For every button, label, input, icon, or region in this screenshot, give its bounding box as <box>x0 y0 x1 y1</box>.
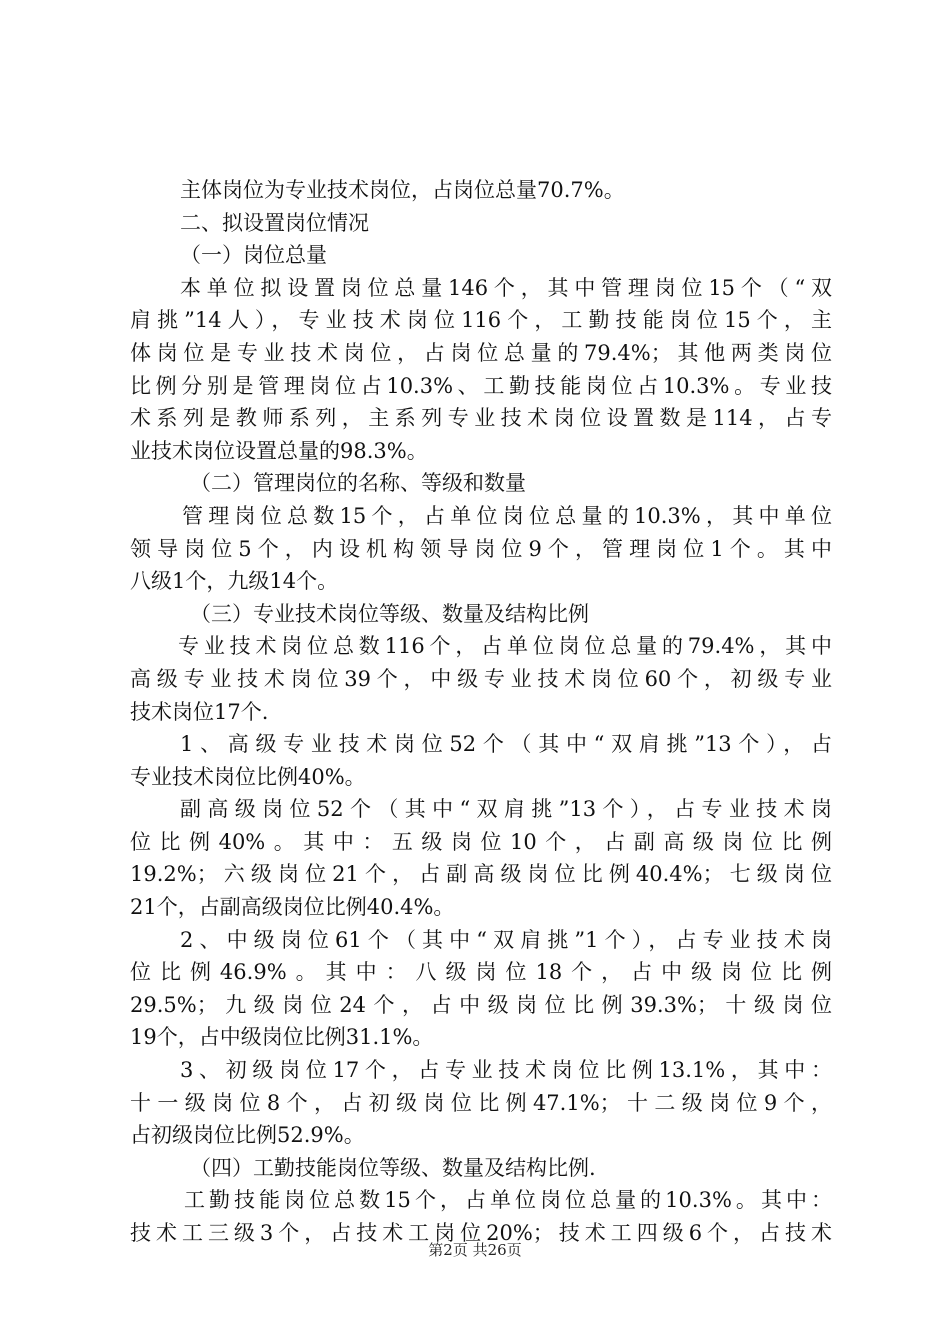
text-line: 体岗位是专业技术岗位，占岗位总量的79.4%；其他两类岗位 <box>130 340 832 365</box>
text-line: 术系列是教师系列，主系列专业技术岗位设置数是114，占专 <box>130 406 832 431</box>
text-line: 领导岗位5个，内设机构领导岗位9个，管理岗位1个。其中 <box>130 536 832 561</box>
text-line: 3、初级岗位17个，占专业技术岗位比例13.1%，其中： <box>180 1058 832 1083</box>
text-line: 19个，占中级岗位比例31.1%。 <box>130 1025 434 1050</box>
text-line: 十一级岗位8个，占初级岗位比例47.1%；十二级岗位9个， <box>130 1090 832 1115</box>
text-line: 本单位拟设置岗位总量146个，其中管理岗位15个（“双 <box>180 275 832 300</box>
text-line: 位比例46.9%。其中：八级岗位18个，占中级岗位比例 <box>130 960 832 985</box>
text-line: 管理岗位总数15个，占单位岗位总量的10.3%，其中单位 <box>182 503 832 528</box>
text-line: 1、高级专业技术岗位52个（其中“双肩挑”13个），占 <box>180 732 832 757</box>
text-line: 29.5%；九级岗位24个，占中级岗位比例39.3%；十级岗位 <box>130 992 832 1017</box>
text-line: 八级1个，九级14个。 <box>130 569 339 594</box>
page-footer: 第2页 共26页 <box>428 1241 522 1259</box>
text-line: 专业技术岗位比例40%。 <box>130 764 366 789</box>
text-line: 2、中级岗位61个（其中“双肩挑”1个），占专业技术岗 <box>180 927 832 952</box>
text-line: 主体岗位为专业技术岗位，占岗位总量70.7%。 <box>180 178 625 202</box>
text-line: 技术岗位17个. <box>130 699 269 724</box>
document-body <box>130 174 832 1250</box>
text-line: 位比例40%。其中：五级岗位10个，占副高级岗位比例 <box>130 829 832 854</box>
text-line: 二、拟设置岗位情况 <box>180 210 369 235</box>
text-line: 工勤技能岗位总数15个，占单位岗位总量的10.3%。其中： <box>184 1188 832 1213</box>
text-line: （四）工勤技能岗位等级、数量及结构比例. <box>190 1155 596 1180</box>
text-line: （一）岗位总量 <box>180 243 327 268</box>
text-line: 专业技术岗位总数116个，占单位岗位总量的79.4%，其中 <box>178 634 832 659</box>
text-line: （三）专业技术岗位等级、数量及结构比例 <box>190 601 589 626</box>
text-line: 业技术岗位设置总量的98.3%。 <box>130 438 428 463</box>
text-line: （二）管理岗位的名称、等级和数量 <box>190 471 526 496</box>
text-line: 副高级岗位52个（其中“双肩挑”13个），占专业技术岗 <box>180 797 832 822</box>
text-line: 高级专业技术岗位39个，中级专业技术岗位60个，初级专业 <box>130 666 832 691</box>
text-line: 技术工三级3个，占技术工岗位20%；技术工四级6个，占技术 <box>130 1221 832 1245</box>
text-line: 占初级岗位比例52.9%。 <box>130 1123 365 1148</box>
text-line: 比例分别是管理岗位占10.3%、工勤技能岗位占10.3%。专业技 <box>130 373 832 398</box>
text-line: 19.2%；六级岗位21个，占副高级岗位比例40.4%；七级岗位 <box>130 862 832 887</box>
text-line: 21个，占副高级岗位比例40.4%。 <box>130 895 455 920</box>
text-line: 肩挑”14人），专业技术岗位116个，工勤技能岗位15个，主 <box>130 308 832 333</box>
